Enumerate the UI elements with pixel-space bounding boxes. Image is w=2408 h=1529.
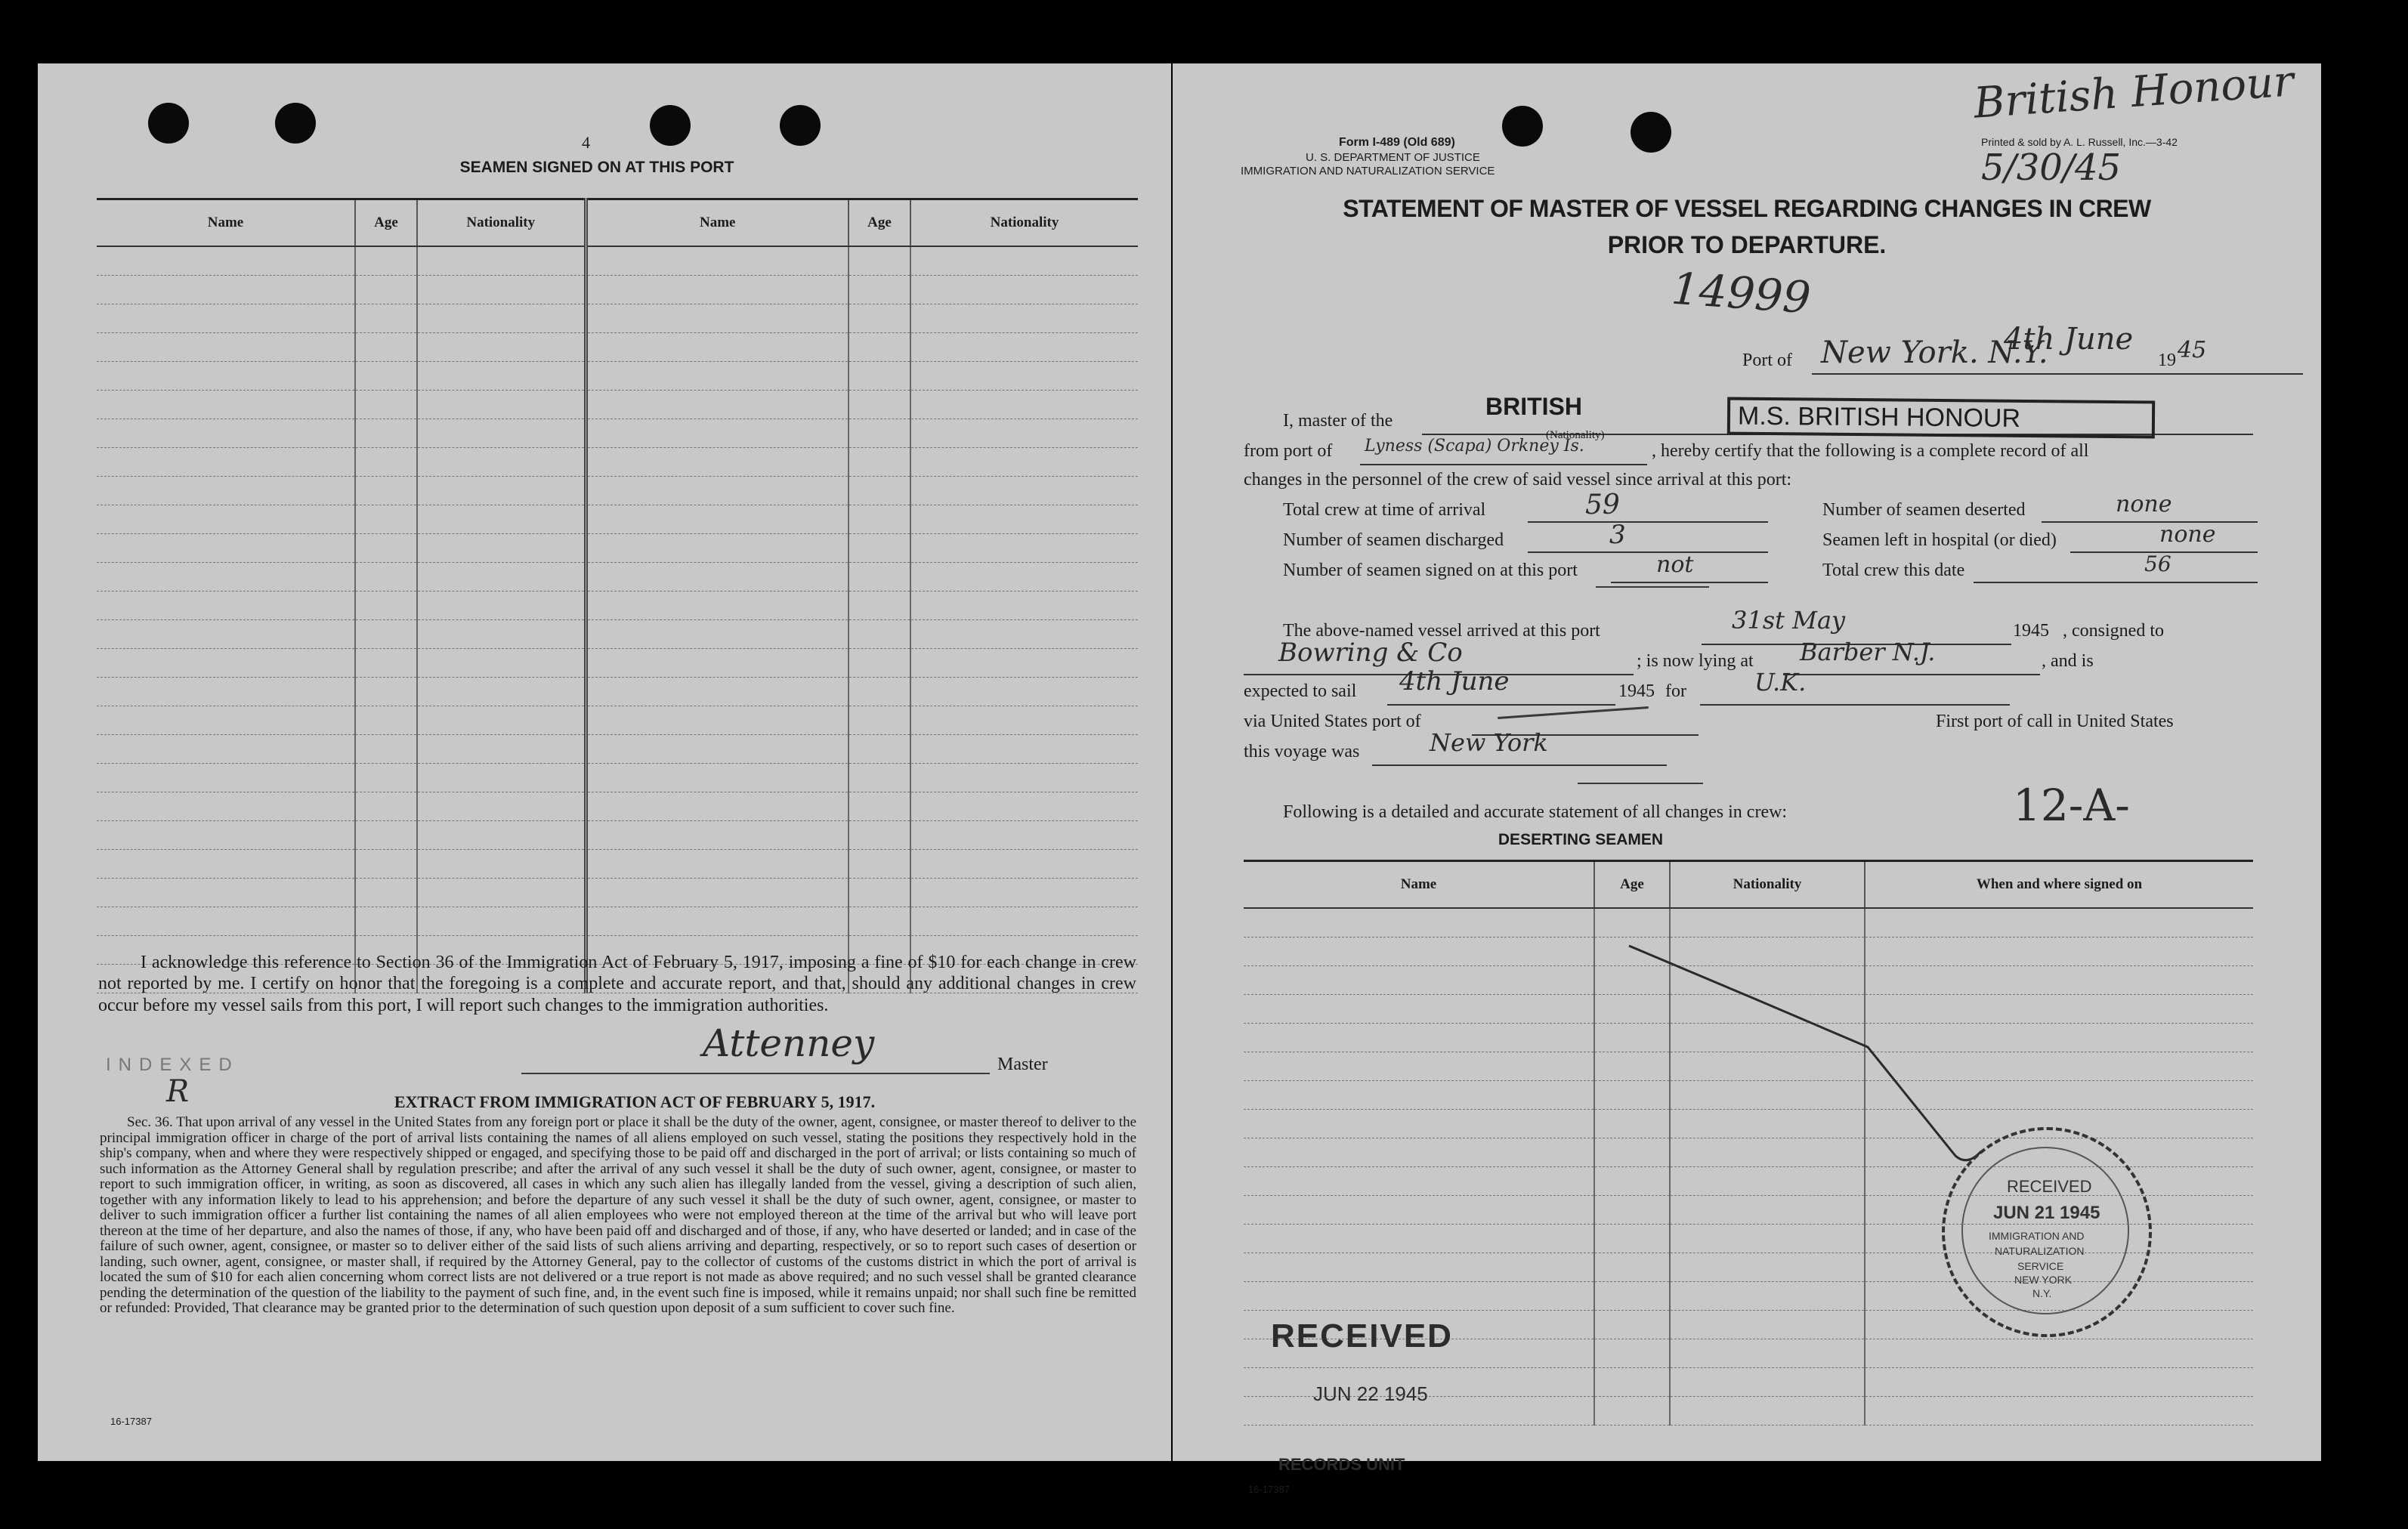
table-cell [355, 592, 417, 620]
table-cell [910, 879, 1138, 907]
table-cell [417, 391, 586, 419]
table-cell [97, 879, 355, 907]
file-number: 14999 [1669, 262, 1813, 324]
table-cell [849, 477, 910, 505]
table-cell [849, 764, 910, 792]
table-cell [355, 534, 417, 563]
year-value: 45 [2178, 337, 2207, 363]
total-crew-arrival-value: 59 [1585, 490, 1620, 520]
table-cell [417, 850, 586, 879]
extract-text: Sec. 36. That upon arrival of any vessel in the United States from any foreign port or place it shall be the duty of the owner, agent, consignee, or master thereof to deliver to the principal immigration officer in charge of the port of arrival lists containing the names of all aliens employed on such vessel, stating the positions they respectively hold in the ship's company, when and where they were respectively shipped or engaged, and specifying those to be paid off and discharged in the port of arrival; or lists containing so much of such information as the Attorney General shall by regulation prescribe; and after the arrival of any such vessel it shall be the duty of such owner, agent, consignee, or master to report to such immigration officer, in writing, as soon as discovered, all cases in which any such alien has illegally landed from the vessel, giving a description of such alien, together with any information likely to lead to his apprehension; and before the departure of any such vessel it shall be the duty of such owner, agent, consignee, or master to deliver to such immigration officer a further list containing the names of all alien employees who were not employed thereon at the time of the arrival but who will leave port thereon at the time of her departure, and also the names of those, if any, who have been paid off and discharged and of those, if any, who have deserted or landed; and in case of the failure of such owner, agent, consignee, or master so to deliver either of the said lists of such aliens arriving and departing, respectively, or so to report such cases of desertion or landing, such owner, agent, consignee, or master shall, if required by the Attorney General, pay to the collector of customs of the customs district in which the port of arrival is located the sum of $10 for each alien concerning whom correct lists are not delivered or a true report is not made as above required; and no such vessel shall be granted clearance pending the determination of the question of the liability to the payment of such fine, and, in the event such fine is imposed, while it remains unpaid; nor shall such fine be remitted or refunded: Provided, That clearance may be granted prior to the determination of such question upon deposit of a sum sufficient to cover such fine. [100, 1114, 1136, 1317]
table-cell [355, 792, 417, 821]
round-stamp-received: RECEIVED [2007, 1177, 2092, 1196]
table-row [97, 649, 1138, 678]
table-cell [417, 304, 586, 333]
handwritten-code: 12-A- [2013, 780, 2130, 831]
table-row [97, 362, 1138, 391]
table-row [97, 821, 1138, 850]
table-cell [417, 821, 586, 850]
table-cell [97, 246, 355, 276]
voyage-label: this voyage was [1244, 742, 1360, 761]
table-cell [849, 534, 910, 563]
round-stamp-text: NEW YORK [2014, 1274, 2072, 1286]
signed-on-value: not [1656, 551, 1694, 578]
table-cell [910, 792, 1138, 821]
nationality-value: BRITISH [1485, 393, 1582, 420]
table-row [97, 735, 1138, 764]
arrived-value: 31st May [1732, 606, 1846, 635]
arrived-year: 1945 [2013, 621, 2049, 641]
total-crew-date-label: Total crew this date [1822, 561, 1965, 580]
table-cell [417, 879, 586, 907]
following-text: Following is a detailed and accurate statement of all changes in crew: [1283, 802, 1788, 822]
table-cell [417, 419, 586, 448]
table-row [97, 304, 1138, 333]
arrived-label: The above-named vessel arrived at this port [1283, 621, 1600, 641]
form-title-line2: PRIOR TO DEPARTURE. [1607, 231, 1887, 258]
table-cell [417, 477, 586, 505]
table-cell [97, 850, 355, 879]
page-number: 4 [582, 133, 590, 152]
table-cell [586, 563, 849, 592]
table-row [97, 764, 1138, 792]
signed-on-table [97, 198, 1138, 993]
table-cell [97, 792, 355, 821]
table-cell [586, 735, 849, 764]
from-port-value: Lyness (Scapa) Orkney Is. [1365, 437, 1584, 456]
table-cell [586, 678, 849, 706]
table-row [97, 276, 1138, 304]
table-cell [849, 304, 910, 333]
records-unit-stamp: RECORDS UNIT [1278, 1455, 1405, 1474]
department: U. S. DEPARTMENT OF JUSTICE [1306, 151, 1480, 164]
table-cell [417, 592, 586, 620]
table-cell [910, 419, 1138, 448]
table-cell [586, 391, 849, 419]
table-cell [849, 821, 910, 850]
consignee-value: Bowring & Co [1278, 638, 1463, 668]
master-signature: Attenney [703, 1021, 875, 1065]
lying-label: ; is now lying at [1637, 651, 1754, 671]
table-cell [586, 477, 849, 505]
table-cell [355, 448, 417, 477]
master-of-label: I, master of the [1283, 411, 1393, 431]
table-cell [417, 534, 586, 563]
index-initial: R [166, 1074, 190, 1109]
table-cell [97, 419, 355, 448]
table-cell [355, 764, 417, 792]
table-cell [910, 620, 1138, 649]
table-cell [355, 362, 417, 391]
nationality-caption: (Nationality) [1546, 429, 1605, 441]
table-cell [355, 706, 417, 735]
vessel-name-stamp: M.S. BRITISH HONOUR [1727, 397, 2155, 439]
table-cell [910, 592, 1138, 620]
handwritten-date: 5/30/45 [1981, 147, 2122, 189]
table-cell [910, 391, 1138, 419]
table-cell [849, 735, 910, 764]
punch-hole [650, 105, 691, 146]
table-cell [97, 735, 355, 764]
table-cell [417, 563, 586, 592]
year-printed: 19 [2158, 351, 2176, 370]
certify-text: , hereby certify that the following is a complete record of all [1652, 441, 2089, 461]
table-cell [849, 419, 910, 448]
table-cell [586, 620, 849, 649]
table-cell [910, 246, 1138, 276]
table-cell [97, 448, 355, 477]
received-date: JUN 22 1945 [1313, 1382, 1428, 1405]
table-cell [586, 706, 849, 735]
table-cell [355, 333, 417, 362]
column-header: When and where signed on [1865, 861, 2253, 909]
table-cell [910, 362, 1138, 391]
expected-value: 4th June [1399, 666, 1510, 697]
table-cell [586, 764, 849, 792]
column-header: Name [97, 199, 355, 247]
round-stamp-text: NATURALIZATION [1995, 1245, 2085, 1257]
form-title-line1: STATEMENT OF MASTER OF VESSEL REGARDING CHANGES IN CREW [1343, 195, 2151, 222]
signed-on-label: Number of seamen signed on at this port [1283, 561, 1578, 580]
column-header: Age [355, 199, 417, 247]
table-cell [586, 362, 849, 391]
total-crew-date-value: 56 [2144, 551, 2172, 576]
table-cell [910, 735, 1138, 764]
table-cell [355, 620, 417, 649]
table-cell [97, 505, 355, 534]
table-cell [910, 304, 1138, 333]
round-stamp-text: N.Y. [2032, 1287, 2052, 1299]
table-cell [417, 448, 586, 477]
table-row [97, 907, 1138, 936]
punch-hole [275, 103, 316, 144]
lying-value: Barber N.J. [1800, 638, 1936, 666]
table-cell [586, 592, 849, 620]
and-is-label: , and is [2042, 651, 2094, 671]
extract-heading: EXTRACT FROM IMMIGRATION ACT OF FEBRUARY 5, 1917. [394, 1092, 876, 1111]
column-header: Nationality [1670, 861, 1865, 909]
printer-line: Printed & sold by A. L. Russell, Inc.—3-42 [1981, 136, 2178, 148]
table-cell [355, 276, 417, 304]
table-row [97, 850, 1138, 879]
table-cell [417, 246, 586, 276]
table-cell [910, 678, 1138, 706]
table-cell [910, 333, 1138, 362]
table-cell [586, 276, 849, 304]
table-cell [355, 879, 417, 907]
table-cell [586, 879, 849, 907]
column-header: Age [849, 199, 910, 247]
table-cell [417, 362, 586, 391]
table-row [97, 563, 1138, 592]
table-cell [910, 850, 1138, 879]
table-cell [417, 735, 586, 764]
for-label: for [1665, 681, 1686, 701]
column-header: Age [1594, 861, 1670, 909]
column-header: Nationality [910, 199, 1138, 247]
table-cell [586, 907, 849, 936]
column-header: Nationality [417, 199, 586, 247]
discharged-value: 3 [1609, 520, 1626, 550]
signature-line [521, 1073, 990, 1074]
table-cell [355, 505, 417, 534]
table-cell [849, 879, 910, 907]
table-cell [355, 563, 417, 592]
table-cell [910, 907, 1138, 936]
table-cell [586, 419, 849, 448]
table-cell [355, 246, 417, 276]
round-stamp-date: JUN 21 1945 [1993, 1203, 2100, 1223]
table-cell [355, 419, 417, 448]
table-cell [417, 620, 586, 649]
handwritten-vessel-name: British Honour [1972, 57, 2295, 128]
table-cell [849, 620, 910, 649]
table-cell [97, 764, 355, 792]
column-header: Name [586, 199, 849, 247]
table-row [97, 534, 1138, 563]
right-page [1173, 57, 2321, 1495]
deserting-heading: DESERTING SEAMEN [1498, 831, 1664, 848]
table-cell [849, 246, 910, 276]
table-cell [97, 333, 355, 362]
table-cell [586, 304, 849, 333]
table-cell [97, 304, 355, 333]
table-cell [586, 534, 849, 563]
via-label: via United States port of [1244, 712, 1421, 731]
table-cell [355, 850, 417, 879]
table-cell [910, 534, 1138, 563]
form-number: Form I-489 (Old 689) [1339, 136, 1455, 149]
total-crew-arrival-label: Total crew at time of arrival [1283, 500, 1486, 520]
table-row [97, 391, 1138, 419]
table-cell [417, 505, 586, 534]
table-cell [849, 333, 910, 362]
table-cell [417, 649, 586, 678]
table-cell [586, 505, 849, 534]
table-cell [586, 821, 849, 850]
hospital-value: none [2159, 521, 2216, 548]
table-row [97, 620, 1138, 649]
table-cell [97, 649, 355, 678]
table-cell [849, 649, 910, 678]
table-cell [355, 304, 417, 333]
table-cell [417, 678, 586, 706]
table-cell [417, 276, 586, 304]
table-cell [417, 764, 586, 792]
round-stamp-text: SERVICE [2017, 1260, 2064, 1272]
table-cell [586, 333, 849, 362]
table-cell [586, 649, 849, 678]
table-cell [849, 505, 910, 534]
hospital-label: Seamen left in hospital (or died) [1822, 530, 2057, 550]
table-row [97, 592, 1138, 620]
table-row [97, 246, 1138, 276]
table-cell [849, 592, 910, 620]
table-cell [910, 276, 1138, 304]
table-cell [849, 391, 910, 419]
table-row [97, 879, 1138, 907]
changes-text: changes in the personnel of the crew of said vessel since arrival at this port: [1244, 470, 1792, 490]
table-cell [910, 764, 1138, 792]
table-cell [97, 706, 355, 735]
table-cell [910, 706, 1138, 735]
table-cell [417, 706, 586, 735]
table-row [97, 792, 1138, 821]
table-cell [97, 907, 355, 936]
table-row [97, 477, 1138, 505]
table-cell [586, 246, 849, 276]
deserted-value: none [2116, 491, 2172, 517]
table-cell [910, 649, 1138, 678]
table-cell [849, 706, 910, 735]
table-cell [910, 563, 1138, 592]
expected-label: expected to sail [1244, 681, 1357, 701]
table-cell [849, 448, 910, 477]
table-cell [417, 792, 586, 821]
table-cell [849, 678, 910, 706]
table-cell [586, 448, 849, 477]
table-cell [97, 821, 355, 850]
table-cell [97, 563, 355, 592]
table-cell [355, 477, 417, 505]
table-cell [97, 620, 355, 649]
signed-on-heading: SEAMEN SIGNED ON AT THIS PORT [459, 159, 734, 176]
table-cell [355, 678, 417, 706]
table-cell [355, 821, 417, 850]
table-cell [355, 735, 417, 764]
table-row [97, 505, 1138, 534]
table-cell [97, 276, 355, 304]
table-cell [97, 391, 355, 419]
table-cell [417, 907, 586, 936]
consigned-label: , consigned to [2063, 621, 2164, 641]
port-of-value: New York. N.Y. [1821, 335, 2048, 370]
discharged-label: Number of seamen discharged [1283, 530, 1504, 550]
round-stamp-text: IMMIGRATION AND [1989, 1230, 2085, 1242]
table-cell [355, 391, 417, 419]
table-cell [586, 850, 849, 879]
table-cell [97, 477, 355, 505]
punch-hole [780, 105, 821, 146]
table-cell [355, 649, 417, 678]
table-cell [849, 362, 910, 391]
master-label: Master [997, 1055, 1048, 1074]
table-cell [97, 678, 355, 706]
form-code: 16-17387 [1248, 1484, 1290, 1495]
port-of-label: Port of [1742, 351, 1792, 370]
from-port-label: from port of [1244, 441, 1333, 461]
table-cell [586, 792, 849, 821]
received-stamp: RECEIVED [1271, 1317, 1453, 1354]
column-header: Name [1244, 861, 1594, 909]
acknowledgement-text: I acknowledge this reference to Section 36 of the Immigration Act of February 5, 1917, imposing a fine of $10 for each change in crew not reported by me. I certify on honor that the foregoing is a complete and accurate report, and that, should any additional changes in crew occur before my vessel sails from this port, I will report such changes to the immigration authorities. [98, 953, 1136, 1015]
table-row [97, 678, 1138, 706]
table-cell [849, 276, 910, 304]
for-value: U.K. [1754, 668, 1807, 697]
table-row [97, 419, 1138, 448]
table-cell [849, 907, 910, 936]
table-row [97, 333, 1138, 362]
table-cell [417, 333, 586, 362]
table-row [97, 448, 1138, 477]
date-value: 4th June [2004, 322, 2134, 357]
voyage-value: New York [1430, 728, 1548, 757]
table-cell [849, 563, 910, 592]
table-row [97, 706, 1138, 735]
table-cell [910, 448, 1138, 477]
table-cell [355, 907, 417, 936]
table-cell [910, 505, 1138, 534]
service: IMMIGRATION AND NATURALIZATION SERVICE [1241, 165, 1495, 178]
indexed-stamp: INDEXED [106, 1055, 240, 1075]
left-page [38, 63, 1171, 1461]
punch-hole [148, 103, 189, 144]
deserted-label: Number of seamen deserted [1822, 500, 2026, 520]
expected-year: 1945 [1618, 681, 1655, 701]
table-cell [97, 362, 355, 391]
first-port-label: First port of call in United States [1936, 712, 2174, 731]
table-cell [910, 477, 1138, 505]
table-cell [97, 534, 355, 563]
table-cell [97, 592, 355, 620]
table-cell [849, 850, 910, 879]
form-code: 16-17387 [110, 1416, 152, 1427]
table-cell [849, 792, 910, 821]
